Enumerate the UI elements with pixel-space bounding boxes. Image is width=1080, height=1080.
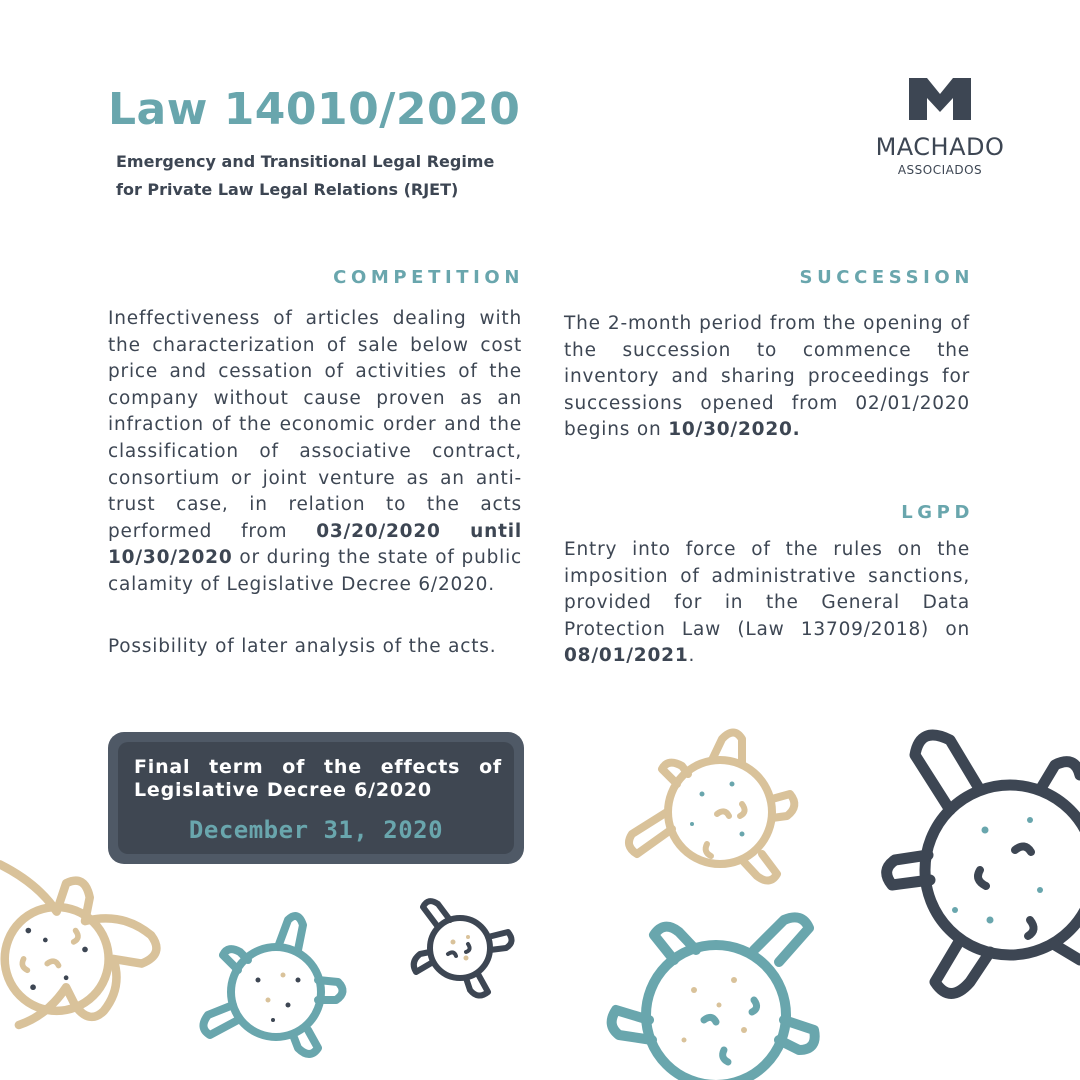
lgpd-heading: LGPD bbox=[901, 502, 974, 523]
virus-icon bbox=[880, 720, 1080, 1020]
virus-icon bbox=[0, 840, 170, 1040]
logo-subname: ASSOCIADOS bbox=[897, 163, 983, 177]
logo bbox=[866, 78, 1014, 177]
succession-date: 10/30/2020. bbox=[668, 419, 801, 441]
final-term-date: December 31, 2020 bbox=[188, 816, 444, 844]
competition-date-start: 03/20/2020 bbox=[316, 520, 441, 542]
virus-icon bbox=[622, 724, 802, 894]
lgpd-text-end: . bbox=[688, 645, 696, 667]
competition-date-end: 10/30/2020 bbox=[108, 547, 233, 569]
page-title: Law 14010/2020 bbox=[108, 84, 521, 135]
final-term-label: Final term of the effects of Legislative Decree 6/2020 bbox=[134, 756, 502, 801]
final-term-banner bbox=[108, 732, 524, 864]
competition-text: Ineffectiveness of articles dealing with the characterization of sale below cost price and cessation of activities of the company without cause proven as an infraction of the economic order and the classification of associative contract, consortium or joint venture as an anti-trust case, in relation to the acts performed from bbox=[108, 308, 522, 542]
competition-text-end: or during the state of public calamity of Legislative Decree 6/2020. bbox=[108, 547, 522, 595]
virus-icon bbox=[604, 900, 822, 1080]
page-subtitle bbox=[116, 148, 536, 204]
logo-mark-icon bbox=[909, 78, 971, 120]
succession-text: The 2-month period from the opening of the succession to commence the inventory and sharing proceedings for successions opened from 02/01/2020 begins on bbox=[564, 313, 970, 441]
lgpd-paragraph bbox=[564, 537, 970, 670]
subtitle-line-1: Emergency and Transitional Legal Regime bbox=[116, 152, 495, 171]
final-term-banner-inner bbox=[118, 742, 514, 854]
virus-icon bbox=[198, 910, 348, 1060]
succession-paragraph bbox=[564, 311, 970, 444]
competition-note: Possibility of later analysis of the acts. bbox=[108, 636, 497, 657]
competition-heading: COMPETITION bbox=[333, 267, 524, 288]
succession-heading: SUCCESSION bbox=[799, 267, 974, 288]
lgpd-date: 08/01/2021 bbox=[564, 645, 689, 667]
lgpd-text: Entry into force of the rules on the imposition of administrative sanctions, provided for in the General Data Protection Law (Law 13709/2018) on bbox=[564, 539, 970, 640]
virus-icon bbox=[408, 892, 516, 1002]
competition-paragraph bbox=[108, 306, 522, 599]
subtitle-line-2: for Private Law Legal Relations (RJET) bbox=[116, 180, 459, 199]
logo-name: MACHADO bbox=[875, 133, 1005, 161]
competition-until: until bbox=[440, 520, 523, 542]
